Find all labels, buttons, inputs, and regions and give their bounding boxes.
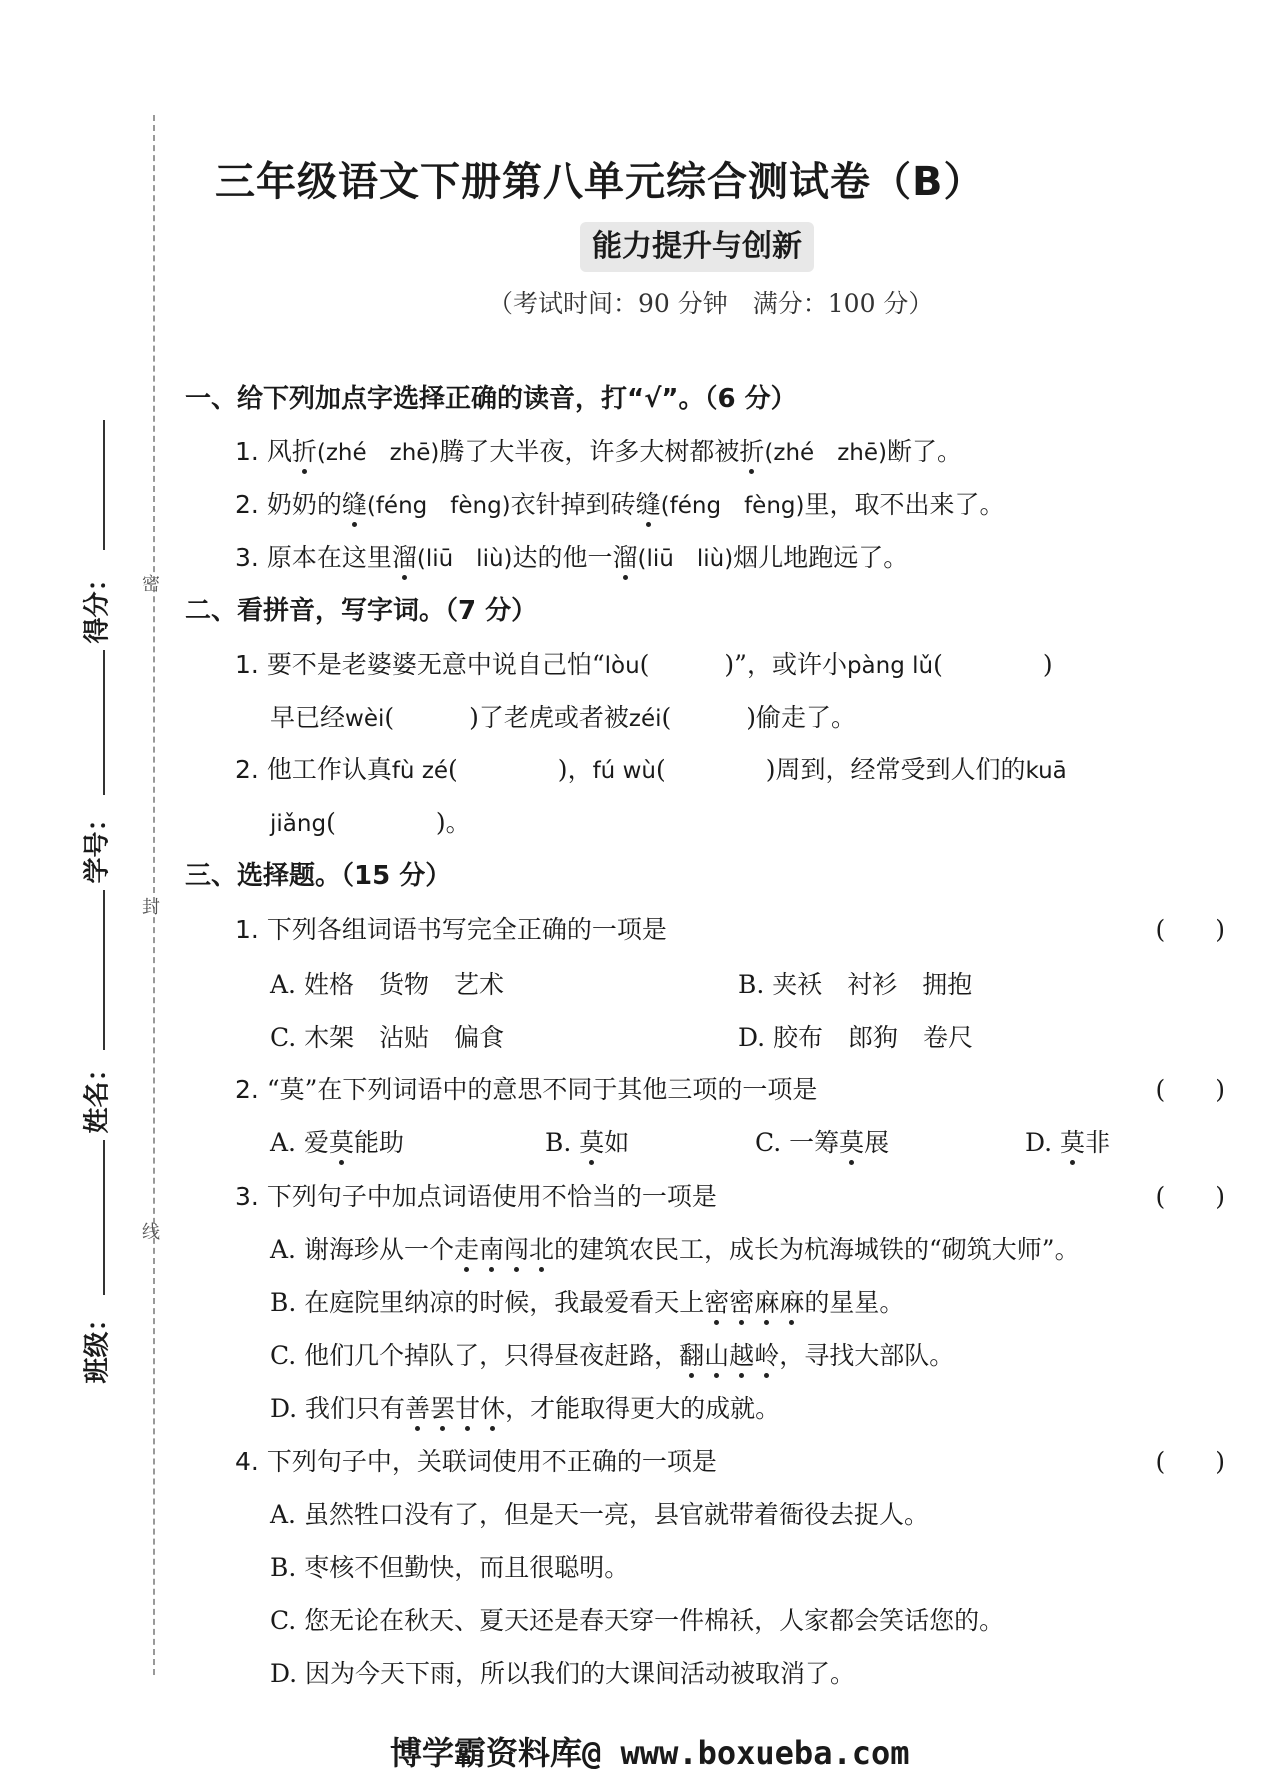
pinyin-prompt: wèi [345,706,385,732]
dotted-char: 山 [704,1341,730,1370]
s3-q4-option-d[interactable]: D. 因为今天下雨，所以我们的大课间活动被取消了。 [270,1659,856,1688]
s3-question-4-stem: 4. 下列句子中，关联词使用不正确的一项是 [235,1447,717,1476]
dotted-char: 南 [478,1235,504,1264]
s1-question-2: 2. 奶奶的缝(féng fèng)衣针掉到砖缝(féng fèng)里，取不出来了。 [235,490,1005,519]
s3-q4-option-c[interactable]: C. 您无论在秋天、夏天还是春天穿一件棉袄，人家都会笑话您的。 [270,1606,1005,1635]
answer-parens[interactable]: ( ) [1155,1075,1225,1104]
answer-blank[interactable]: ( ) [655,755,776,784]
s3-question-3-stem: 3. 下列句子中加点词语使用不恰当的一项是 [235,1182,717,1211]
dotted-char: 莫 [328,1128,354,1157]
answer-blank[interactable]: ( ) [639,650,735,679]
score-write-line[interactable] [103,420,105,550]
dotted-char: 折 [739,437,765,466]
dotted-char: 甘 [455,1394,481,1423]
answer-blank[interactable]: ( ) [326,808,446,837]
dotted-char: 北 [529,1235,555,1264]
pinyin-choice[interactable]: (zhé zhē) [764,440,887,466]
dotted-char: 莫 [1060,1128,1086,1157]
answer-parens[interactable]: ( ) [1155,915,1225,944]
dotted-char: 莫 [839,1128,865,1157]
pinyin-prompt: zéi [628,706,662,732]
dotted-phrase [704,1288,804,1317]
pinyin-prompt: kuā [1025,758,1067,784]
pinyin-prompt: pàng lǔ [846,653,934,679]
student-id-label: 学号： [82,805,113,884]
s3-q3-option-a[interactable]: A. 谢海珍从一个走南闯北的建筑农民工，成长为杭海城铁的“砌筑大师”。 [270,1235,1080,1264]
s3-q3-option-d[interactable]: D. 我们只有善罢甘休，才能取得更大的成就。 [270,1394,781,1423]
s3-q3-option-b[interactable]: B. 在庭院里纳凉的时候，我最爱看天上密密麻麻的星星。 [270,1288,905,1317]
s3-question-1-stem: 1. 下列各组词语书写完全正确的一项是 [235,915,667,944]
dotted-char: 走 [453,1235,479,1264]
page-title: 三年级语文下册第八单元综合测试卷（B） [215,159,985,205]
dotted-char: 休 [480,1394,506,1423]
pinyin-choice[interactable]: (zhé zhē) [316,440,440,466]
s3-q3-option-c[interactable]: C. 他们几个掉队了，只得昼夜赶路，翻山越岭，寻找大部队。 [270,1341,955,1370]
dotted-char: 越 [729,1341,755,1370]
pinyin-choice[interactable]: (féng fèng) [366,493,511,519]
dotted-char: 岭 [754,1341,780,1370]
answer-blank[interactable]: ( ) [933,650,1053,679]
dotted-char: 密 [729,1288,755,1317]
answer-blank[interactable]: ( ) [661,703,757,732]
s3-q2-option-d[interactable]: D. 莫非 [1025,1128,1111,1157]
s3-q2-option-a[interactable]: A. 爱莫能助 [270,1128,404,1157]
dotted-phrase [679,1341,779,1370]
class-write-line[interactable] [103,1140,105,1295]
seal-char-xian: 线 [142,1222,160,1243]
s2-question-2: 2. 他工作认真fù zé( )，fú wù( )周到，经常受到人们的kuā [235,750,1067,786]
dotted-char: 密 [704,1288,730,1317]
dotted-char: 麻 [754,1288,780,1317]
dotted-char: 缝 [635,490,661,519]
class-label: 班级： [82,1305,113,1384]
footer-watermark: 博学霸资料库@ www.boxueba.com [390,1734,910,1772]
answer-parens[interactable]: ( ) [1155,1447,1225,1476]
s3-q2-option-c[interactable]: C. 一筹莫展 [755,1128,890,1157]
exam-info: （考试时间：90 分钟 满分：100 分） [488,289,934,318]
pinyin-choice[interactable]: (liū liù) [637,546,734,572]
dotted-char: 缝 [341,490,367,519]
dotted-char: 溜 [612,543,638,572]
answer-blank[interactable]: ( ) [384,703,479,732]
s3-q1-option-d[interactable]: D. 胶布 郎狗 卷尺 [738,1023,974,1052]
s3-q1-option-b[interactable]: B. 夹袄 衬衫 拥抱 [738,970,973,999]
s3-q4-option-a[interactable]: A. 虽然牲口没有了，但是天一亮，县官就带着衙役去捉人。 [270,1500,929,1529]
pinyin-prompt: jiǎng [270,811,327,837]
pinyin-choice[interactable]: (féng fèng) [660,493,805,519]
s2-question-1-cont: 早已经wèi( )了老虎或者被zéi( )偷走了。 [270,698,856,734]
answer-blank[interactable]: ( ) [448,755,568,784]
s1-question-1: 1. 风折(zhé zhē)腾了大半夜，许多大树都被折(zhé zhē)断了。 [235,437,962,466]
s3-q1-option-c[interactable]: C. 木架 沾贴 偏食 [270,1023,505,1052]
s1-question-3: 3. 原本在这里溜(liū liù)达的他一溜(liū liù)烟儿地跑远了。 [235,543,909,572]
dotted-phrase [454,1235,554,1264]
pinyin-prompt: lòu [604,653,640,679]
section-2-heading: 二、看拼音，写字词。（7 分） [185,596,538,626]
s2-question-2-cont: jiǎng( )。 [270,803,471,839]
dotted-char: 折 [291,437,317,466]
name-label: 姓名： [82,1055,113,1134]
section-3-heading: 三、选择题。（15 分） [185,861,452,891]
seal-char-mi: 密 [142,574,160,595]
pinyin-prompt: fú wù [592,758,656,784]
s3-q4-option-b[interactable]: B. 枣核不但勤快，而且很聪明。 [270,1553,630,1582]
s3-q2-option-b[interactable]: B. 莫如 [545,1128,630,1157]
dotted-char: 溜 [391,543,417,572]
pinyin-prompt: fù zé [391,758,449,784]
student-id-write-line[interactable] [103,650,105,795]
dotted-char: 善 [405,1394,431,1423]
section-1-heading: 一、给下列加点字选择正确的读音，打“√”。（6 分） [185,384,797,414]
dotted-char: 翻 [679,1341,705,1370]
pinyin-choice[interactable]: (liū liù) [416,546,513,572]
dotted-char: 麻 [779,1288,805,1317]
score-label: 得分： [82,565,113,644]
answer-parens[interactable]: ( ) [1155,1182,1225,1211]
dotted-char: 闯 [503,1235,529,1264]
name-write-line[interactable] [103,890,105,1050]
dotted-char: 莫 [579,1128,605,1157]
dotted-phrase [405,1394,505,1423]
subtitle-badge: 能力提升与创新 [580,222,814,272]
dotted-char: 罢 [430,1394,456,1423]
s3-question-2-stem: 2. “莫”在下列词语中的意思不同于其他三项的一项是 [235,1075,818,1104]
s3-q1-option-a[interactable]: A. 姓格 货物 艺术 [270,970,504,999]
s2-question-1: 1. 要不是老婆婆无意中说自己怕“lòu( )”，或许小pàng lǔ( ) [235,645,1053,681]
seal-char-feng: 封 [142,897,160,918]
